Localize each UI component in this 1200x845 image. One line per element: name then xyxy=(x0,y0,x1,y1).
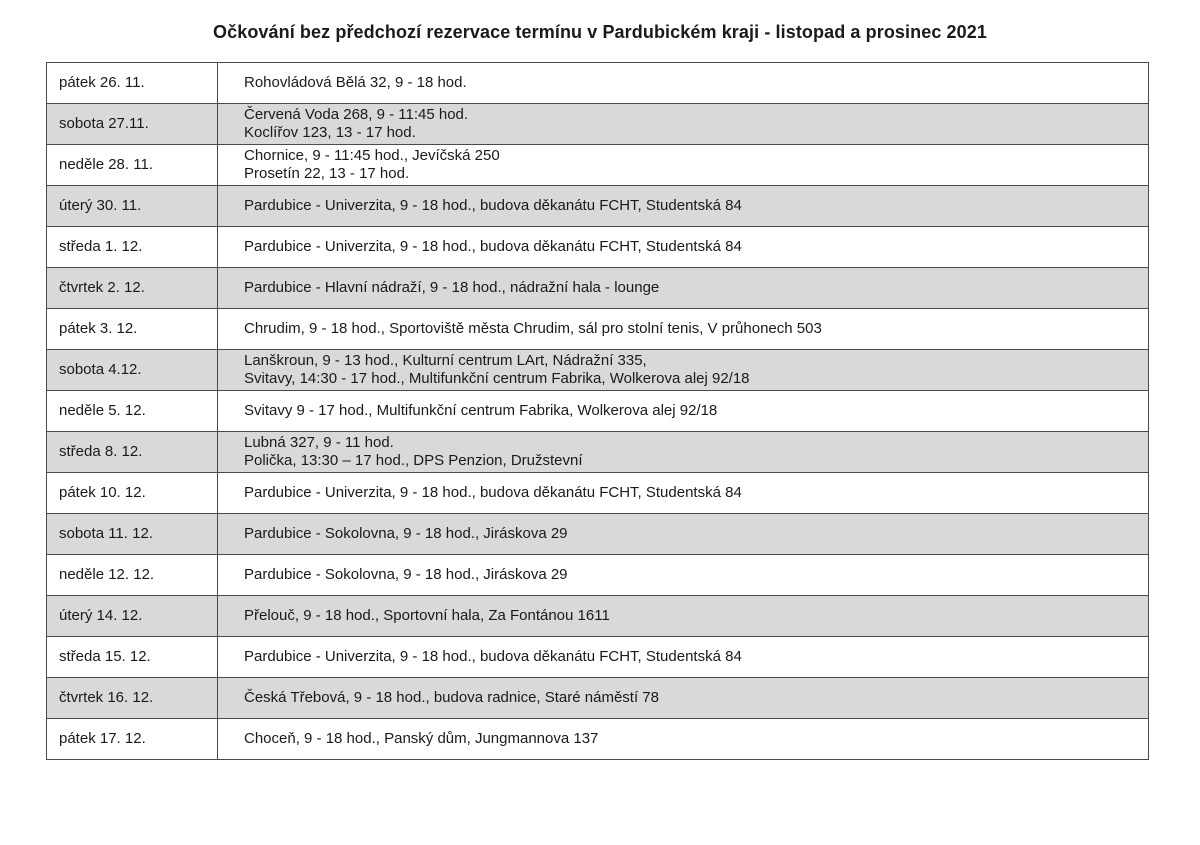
location-line: Choceň, 9 - 18 hod., Panský dům, Jungmannova 137 xyxy=(244,730,599,747)
schedule-body xyxy=(47,63,1149,760)
date-cell: úterý 30. 11. xyxy=(47,186,218,227)
date-cell: pátek 3. 12. xyxy=(47,309,218,350)
location-cell xyxy=(218,555,1149,596)
table-row xyxy=(47,391,1149,432)
location-cell xyxy=(218,473,1149,514)
date-cell: pátek 17. 12. xyxy=(47,719,218,760)
date-cell: čtvrtek 16. 12. xyxy=(47,678,218,719)
location-line: Přelouč, 9 - 18 hod., Sportovní hala, Za Fontánou 1611 xyxy=(244,607,610,624)
table-row xyxy=(47,63,1149,104)
table-row xyxy=(47,268,1149,309)
location-line: Lanškroun, 9 - 13 hod., Kulturní centrum LArt, Nádražní 335, xyxy=(244,352,647,369)
date-cell: neděle 5. 12. xyxy=(47,391,218,432)
location-line: Lubná 327, 9 - 11 hod. xyxy=(244,434,394,451)
location-line: Chornice, 9 - 11:45 hod., Jevíčská 250 xyxy=(244,147,500,164)
date-cell: středa 15. 12. xyxy=(47,637,218,678)
location-line: Polička, 13:30 – 17 hod., DPS Penzion, Družstevní xyxy=(244,452,583,469)
location-line: Pardubice - Sokolovna, 9 - 18 hod., Jiráskova 29 xyxy=(244,566,568,583)
date-cell: středa 1. 12. xyxy=(47,227,218,268)
location-cell xyxy=(218,596,1149,637)
location-cell xyxy=(218,145,1149,186)
table-row xyxy=(47,432,1149,473)
table-row xyxy=(47,719,1149,760)
date-cell: neděle 12. 12. xyxy=(47,555,218,596)
location-cell xyxy=(218,63,1149,104)
date-cell: sobota 4.12. xyxy=(47,350,218,391)
date-cell: pátek 26. 11. xyxy=(47,63,218,104)
location-line: Červená Voda 268, 9 - 11:45 hod. xyxy=(244,106,469,123)
date-cell: neděle 28. 11. xyxy=(47,145,218,186)
location-line: Česká Třebová, 9 - 18 hod., budova radnice, Staré náměstí 78 xyxy=(244,689,659,706)
table-row xyxy=(47,309,1149,350)
location-line: Svitavy, 14:30 - 17 hod., Multifunkční centrum Fabrika, Wolkerova alej 92/18 xyxy=(244,370,750,387)
location-cell xyxy=(218,350,1149,391)
table-row xyxy=(47,186,1149,227)
date-cell: středa 8. 12. xyxy=(47,432,218,473)
location-line: Koclířov 123, 13 - 17 hod. xyxy=(244,124,416,141)
location-line: Pardubice - Sokolovna, 9 - 18 hod., Jiráskova 29 xyxy=(244,525,568,542)
location-line: Pardubice - Univerzita, 9 - 18 hod., budova děkanátu FCHT, Studentská 84 xyxy=(244,238,742,255)
location-cell xyxy=(218,104,1149,145)
location-line: Pardubice - Hlavní nádraží, 9 - 18 hod., nádražní hala - lounge xyxy=(244,279,660,296)
table-row xyxy=(47,596,1149,637)
location-line: Svitavy 9 - 17 hod., Multifunkční centrum Fabrika, Wolkerova alej 92/18 xyxy=(244,402,718,419)
location-line: Chrudim, 9 - 18 hod., Sportoviště města Chrudim, sál pro stolní tenis, V průhonech 503 xyxy=(244,320,822,337)
location-line: Prosetín 22, 13 - 17 hod. xyxy=(244,165,410,182)
table-row xyxy=(47,514,1149,555)
table-row xyxy=(47,227,1149,268)
location-cell xyxy=(218,432,1149,473)
page-title: Očkování bez předchozí rezervace termínu v Pardubickém kraji - listopad a prosinec 2021 xyxy=(213,22,987,42)
location-cell xyxy=(218,227,1149,268)
table-row xyxy=(47,637,1149,678)
location-cell xyxy=(218,719,1149,760)
date-cell: sobota 27.11. xyxy=(47,104,218,145)
location-line: Rohovládová Bělá 32, 9 - 18 hod. xyxy=(244,74,467,91)
date-cell: pátek 10. 12. xyxy=(47,473,218,514)
schedule-table xyxy=(46,62,1149,760)
date-cell: sobota 11. 12. xyxy=(47,514,218,555)
location-cell xyxy=(218,186,1149,227)
location-line: Pardubice - Univerzita, 9 - 18 hod., budova děkanátu FCHT, Studentská 84 xyxy=(244,648,742,665)
location-cell xyxy=(218,514,1149,555)
table-row xyxy=(47,350,1149,391)
location-line: Pardubice - Univerzita, 9 - 18 hod., budova děkanátu FCHT, Studentská 84 xyxy=(244,484,742,501)
location-cell xyxy=(218,391,1149,432)
table-row xyxy=(47,145,1149,186)
location-cell xyxy=(218,309,1149,350)
table-row xyxy=(47,473,1149,514)
table-row xyxy=(47,104,1149,145)
table-row xyxy=(47,555,1149,596)
date-cell: úterý 14. 12. xyxy=(47,596,218,637)
location-line: Pardubice - Univerzita, 9 - 18 hod., budova děkanátu FCHT, Studentská 84 xyxy=(244,197,742,214)
table-row xyxy=(47,678,1149,719)
location-cell xyxy=(218,268,1149,309)
location-cell xyxy=(218,678,1149,719)
location-cell xyxy=(218,637,1149,678)
date-cell: čtvrtek 2. 12. xyxy=(47,268,218,309)
